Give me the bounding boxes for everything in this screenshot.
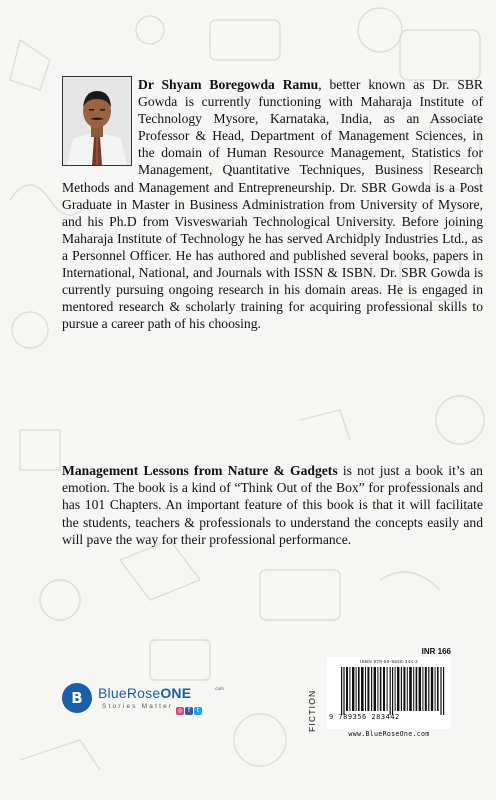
book-pitch-text	[62, 462, 483, 548]
isbn-barcode	[327, 657, 451, 729]
author-bio-body: , better known as Dr. SBR Gowda is currently functioning with Maharaja Institute of Technology Mysore, Karnataka, India, as an Associate Professor & Head, Department of Management Sciences, in the domain of Human Resource Management, Statistics for Management, Quantitative Techniques, Business Research Methods and Management and Entrepreneurship. Dr. SBR Gowda is a Post Graduate in Master in Business Administration from University of Mysore, and his Ph.D from Visveswariah Technological University. Before joining Maharaja Institute of Technology he has served Archidply Industries Ltd., as a Personnel Officer. He has authored and published several books, papers in International, National, and Journals with ISSN & ISBN. Dr. SBR Gowda is currently pursuing ongoing research in his domain areas. He is engaged in mentored research & scholarly training for acquiring professional skills to pursue a career path of his choosing.	[62, 77, 483, 332]
publisher-tagline: Stories Matter	[102, 703, 174, 710]
author-portrait-icon	[63, 77, 131, 165]
barcode-bars-icon	[341, 667, 445, 715]
isbn-label: ISBN 978-93-5628-344-2	[360, 659, 418, 664]
publisher-logo	[62, 682, 222, 722]
bluerose-logo-icon: B	[62, 683, 92, 713]
book-title: Management Lessons from Nature & Gadgets	[62, 463, 338, 478]
social-icons	[176, 707, 202, 715]
publisher-website: www.BlueRoseOne.com	[348, 730, 430, 738]
instagram-icon: ◎	[177, 707, 183, 714]
author-photo	[62, 76, 132, 166]
author-bio-section	[62, 76, 483, 332]
price-label: INR 166	[421, 647, 451, 656]
twitter-icon: t	[194, 707, 202, 715]
publisher-dotcom: .com	[214, 686, 224, 691]
facebook-icon: f	[185, 707, 193, 715]
book-pitch-body: is not just a book it’s an emotion. The book is a kind of “Think Out of the Box” for professionals and has 101 Chapters. An important feature of this book is that it will facilitate the students, teachers & professionals to understand the concepts easily and will pave the way for their professional performance.	[62, 463, 483, 547]
genre-label: FICTION	[307, 689, 317, 732]
author-name: Dr Shyam Boregowda Ramu	[138, 77, 319, 92]
isbn-digits: 9 789356 283442	[329, 713, 400, 721]
publisher-name: BlueRoseONE	[98, 685, 192, 701]
